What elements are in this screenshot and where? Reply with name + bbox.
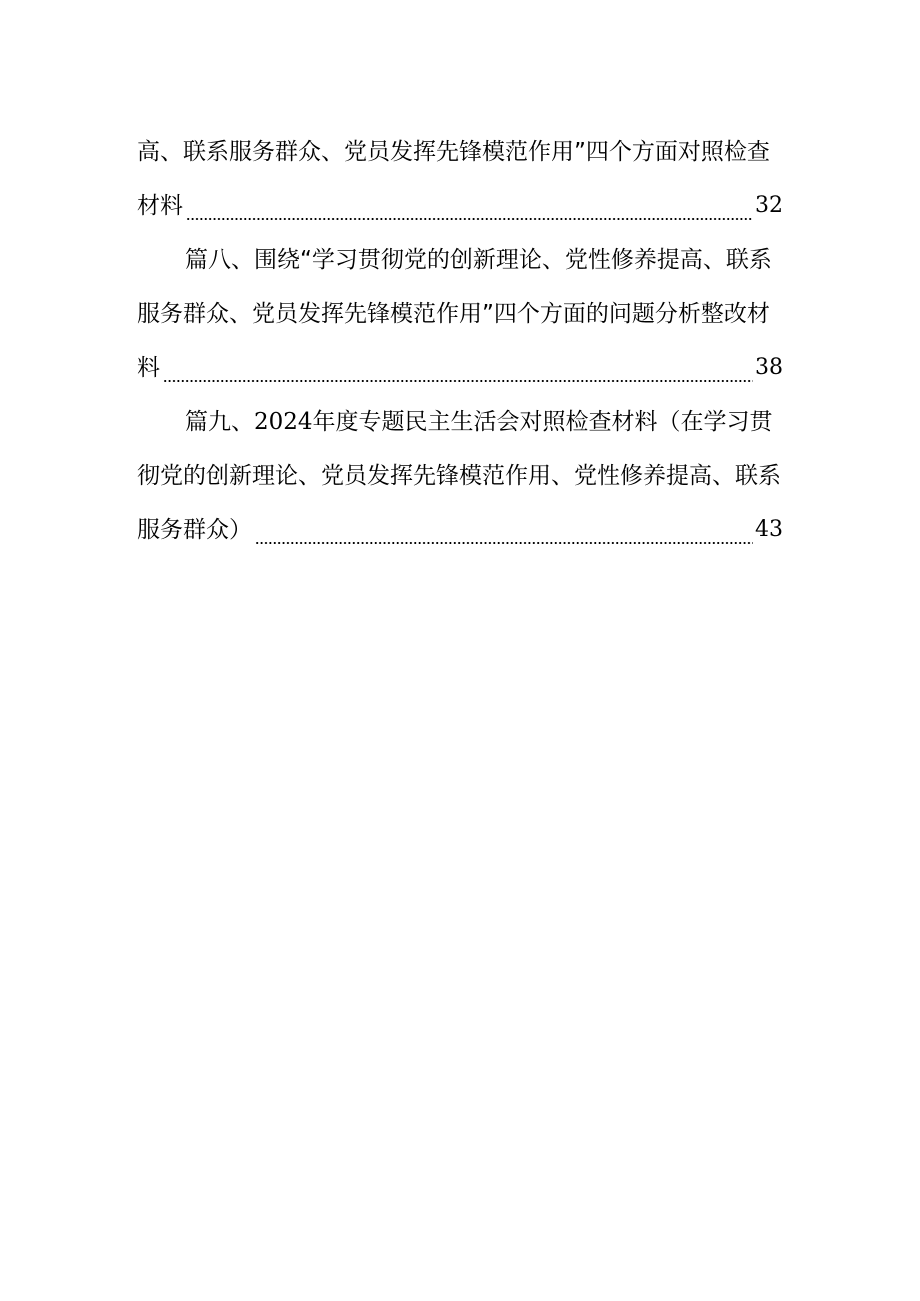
toc-entry-7[interactable] — [137, 125, 783, 233]
dot-leader — [163, 341, 753, 395]
toc-entry-year: 2024 — [254, 409, 313, 435]
toc-entry-prefix: 篇九、 — [185, 409, 254, 435]
toc-entry-text: 服务群众、党员发挥先锋模范作用”四个方面的问题分析整改材 — [137, 301, 770, 327]
dot-leader — [186, 179, 753, 233]
toc-entry-text: 服务群众） — [137, 517, 252, 543]
toc-entry-text: 高、联系服务群众、党员发挥先锋模范作用”四个方面对照检查 — [137, 139, 770, 165]
toc-page-number: 38 — [755, 355, 783, 380]
dot-leader — [255, 503, 753, 557]
toc-entry-text: 材料 — [137, 193, 183, 219]
toc-entry-line — [137, 395, 783, 449]
toc-entry-text: 篇八、围绕“学习贯彻党的创新理论、党性修养提高、联系 — [185, 247, 772, 273]
toc-entry-line — [137, 341, 783, 395]
toc-entry-line — [137, 233, 783, 287]
table-of-contents — [137, 125, 783, 557]
toc-entry-8[interactable] — [137, 233, 783, 395]
toc-entry-line — [137, 287, 783, 341]
toc-entry-9[interactable] — [137, 395, 783, 557]
toc-entry-line — [137, 449, 783, 503]
toc-entry-text — [185, 395, 773, 449]
toc-page-number: 43 — [755, 517, 783, 542]
toc-entry-text: 彻党的创新理论、党员发挥先锋模范作用、党性修养提高、联系 — [137, 463, 781, 489]
toc-entry-title: 年度专题民主生活会对照检查材料（在学习贯 — [312, 409, 773, 435]
toc-page-number: 32 — [755, 193, 783, 218]
toc-entry-line — [137, 125, 783, 179]
toc-entry-text: 料 — [137, 355, 160, 381]
toc-entry-line — [137, 503, 783, 557]
toc-entry-line — [137, 179, 783, 233]
